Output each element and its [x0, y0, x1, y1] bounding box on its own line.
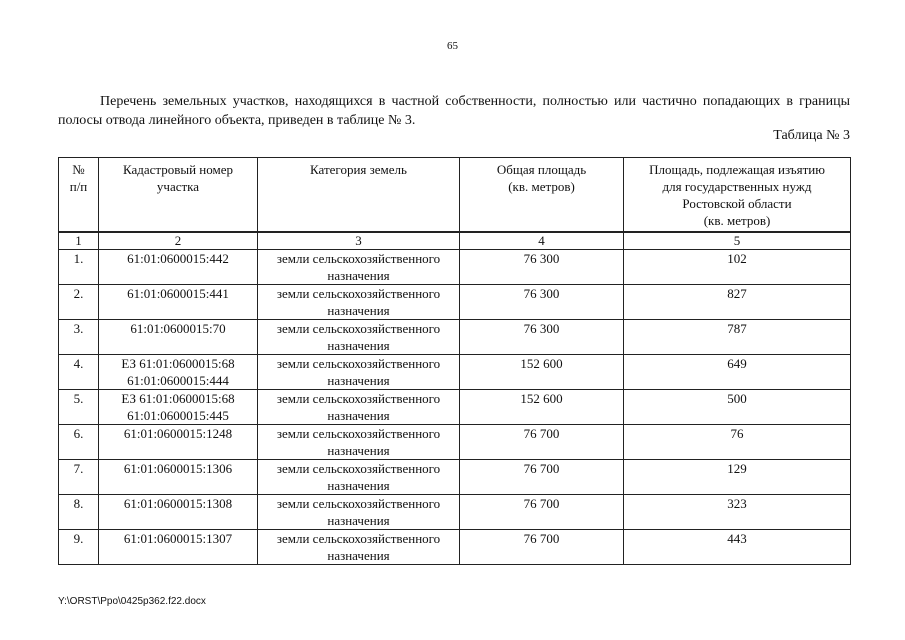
cadastral-number-cell — [99, 530, 258, 565]
column-number-cell: 4 — [460, 232, 624, 250]
seized-area-cell: 129 — [624, 460, 851, 495]
cell-line: Категория земель — [310, 162, 407, 177]
table-row — [59, 530, 851, 565]
row-number-cell: 2. — [59, 285, 99, 320]
cell-line: ЕЗ 61:01:0600015:68 — [121, 356, 235, 371]
cell-line: 61:01:0600015:442 — [127, 251, 229, 266]
column-number-row — [59, 232, 851, 250]
cell-line: (кв. метров) — [508, 179, 575, 194]
row-number-cell: 5. — [59, 390, 99, 425]
table-row — [59, 285, 851, 320]
row-number-cell: 3. — [59, 320, 99, 355]
cell-line: назначения — [327, 478, 390, 493]
land-category-cell — [258, 320, 460, 355]
cell-line: назначения — [327, 513, 390, 528]
table-header-row — [59, 158, 851, 233]
total-area-cell: 76 700 — [460, 425, 624, 460]
cell-line: назначения — [327, 373, 390, 388]
row-number-cell: 7. — [59, 460, 99, 495]
intro-paragraph: Перечень земельных участков, находящихся в частной собственности, полностью или частично попадающих в границы полосы отвода линейного объекта, приведен в таблице № 3. — [58, 94, 850, 128]
cell-line: 61:01:0600015:445 — [127, 408, 229, 423]
cell-line: 61:01:0600015:1248 — [123, 426, 233, 441]
total-area-cell: 76 300 — [460, 250, 624, 285]
table-row — [59, 495, 851, 530]
table-row — [59, 355, 851, 390]
column-number-cell: 2 — [99, 232, 258, 250]
cell-line: назначения — [327, 338, 390, 353]
cell-line: назначения — [327, 268, 390, 283]
cell-line: назначения — [327, 303, 390, 318]
cell-line: ЕЗ 61:01:0600015:68 — [121, 391, 235, 406]
cell-line: земли сельскохозяйственного — [276, 496, 441, 511]
column-number-cell: 5 — [624, 232, 851, 250]
table-caption: Таблица № 3 — [773, 128, 850, 143]
total-area-cell: 76 300 — [460, 320, 624, 355]
total-area-cell: 152 600 — [460, 355, 624, 390]
cell-line: п/п — [69, 179, 88, 194]
cell-line: назначения — [327, 443, 390, 458]
cell-line: Кадастровый номер — [122, 162, 234, 177]
header-land-category — [258, 158, 460, 233]
cell-line: 61:01:0600015:1307 — [123, 531, 233, 546]
header-seized-area — [624, 158, 851, 233]
cell-line: Площадь, подлежащая изъятию — [649, 162, 825, 177]
table-row — [59, 425, 851, 460]
land-category-cell — [258, 250, 460, 285]
total-area-cell: 76 700 — [460, 460, 624, 495]
cadastral-number-cell — [99, 250, 258, 285]
seized-area-cell: 827 — [624, 285, 851, 320]
cadastral-number-cell — [99, 460, 258, 495]
total-area-cell: 76 700 — [460, 530, 624, 565]
total-area-cell: 152 600 — [460, 390, 624, 425]
seized-area-cell: 76 — [624, 425, 851, 460]
land-category-cell — [258, 355, 460, 390]
cell-line: 61:01:0600015:70 — [130, 321, 226, 336]
cadastral-number-cell — [99, 425, 258, 460]
row-number-cell: 9. — [59, 530, 99, 565]
cell-line: 61:01:0600015:1306 — [123, 461, 233, 476]
table-row — [59, 390, 851, 425]
cell-line: (кв. метров) — [703, 213, 771, 228]
cadastral-number-cell — [99, 355, 258, 390]
footer-file-path: Y:\ORST\Ppo\0425p362.f22.docx — [58, 596, 206, 607]
cell-line: для государственных нужд — [662, 179, 812, 194]
row-number-cell: 1. — [59, 250, 99, 285]
cell-line: земли сельскохозяйственного — [276, 391, 441, 406]
cell-line: назначения — [327, 548, 390, 563]
cadastral-number-cell — [99, 390, 258, 425]
cell-line: земли сельскохозяйственного — [276, 286, 441, 301]
column-number-cell: 3 — [258, 232, 460, 250]
header-number — [59, 158, 99, 233]
cell-line: Ростовской области — [682, 196, 792, 211]
cell-line: земли сельскохозяйственного — [276, 461, 441, 476]
table-row — [59, 250, 851, 285]
total-area-cell: 76 300 — [460, 285, 624, 320]
seized-area-cell: 323 — [624, 495, 851, 530]
seized-area-cell: 500 — [624, 390, 851, 425]
seized-area-cell: 443 — [624, 530, 851, 565]
cadastral-number-cell — [99, 495, 258, 530]
seized-area-cell: 102 — [624, 250, 851, 285]
page-number: 65 — [447, 40, 458, 52]
cell-line: № — [72, 162, 85, 177]
cell-line: земли сельскохозяйственного — [276, 251, 441, 266]
total-area-cell: 76 700 — [460, 495, 624, 530]
cell-line: Общая площадь — [496, 162, 587, 177]
cell-line: 61:01:0600015:444 — [127, 373, 229, 388]
cell-line: назначения — [327, 408, 390, 423]
column-number-cell: 1 — [59, 232, 99, 250]
land-category-cell — [258, 425, 460, 460]
cell-line: земли сельскохозяйственного — [276, 531, 441, 546]
land-category-cell — [258, 460, 460, 495]
header-cadastral-number — [99, 158, 258, 233]
land-category-cell — [258, 285, 460, 320]
table-row — [59, 460, 851, 495]
table-row — [59, 320, 851, 355]
cadastral-number-cell — [99, 320, 258, 355]
row-number-cell: 6. — [59, 425, 99, 460]
seized-area-cell: 649 — [624, 355, 851, 390]
land-category-cell — [258, 390, 460, 425]
land-category-cell — [258, 495, 460, 530]
cell-line: земли сельскохозяйственного — [276, 321, 441, 336]
cell-line: участка — [156, 179, 200, 194]
row-number-cell: 4. — [59, 355, 99, 390]
land-plots-table — [58, 157, 851, 565]
cadastral-number-cell — [99, 285, 258, 320]
cell-line: земли сельскохозяйственного — [276, 426, 441, 441]
seized-area-cell: 787 — [624, 320, 851, 355]
cell-line: земли сельскохозяйственного — [276, 356, 441, 371]
cell-line: 61:01:0600015:441 — [127, 286, 229, 301]
row-number-cell: 8. — [59, 495, 99, 530]
header-total-area — [460, 158, 624, 233]
land-category-cell — [258, 530, 460, 565]
cell-line: 61:01:0600015:1308 — [123, 496, 233, 511]
